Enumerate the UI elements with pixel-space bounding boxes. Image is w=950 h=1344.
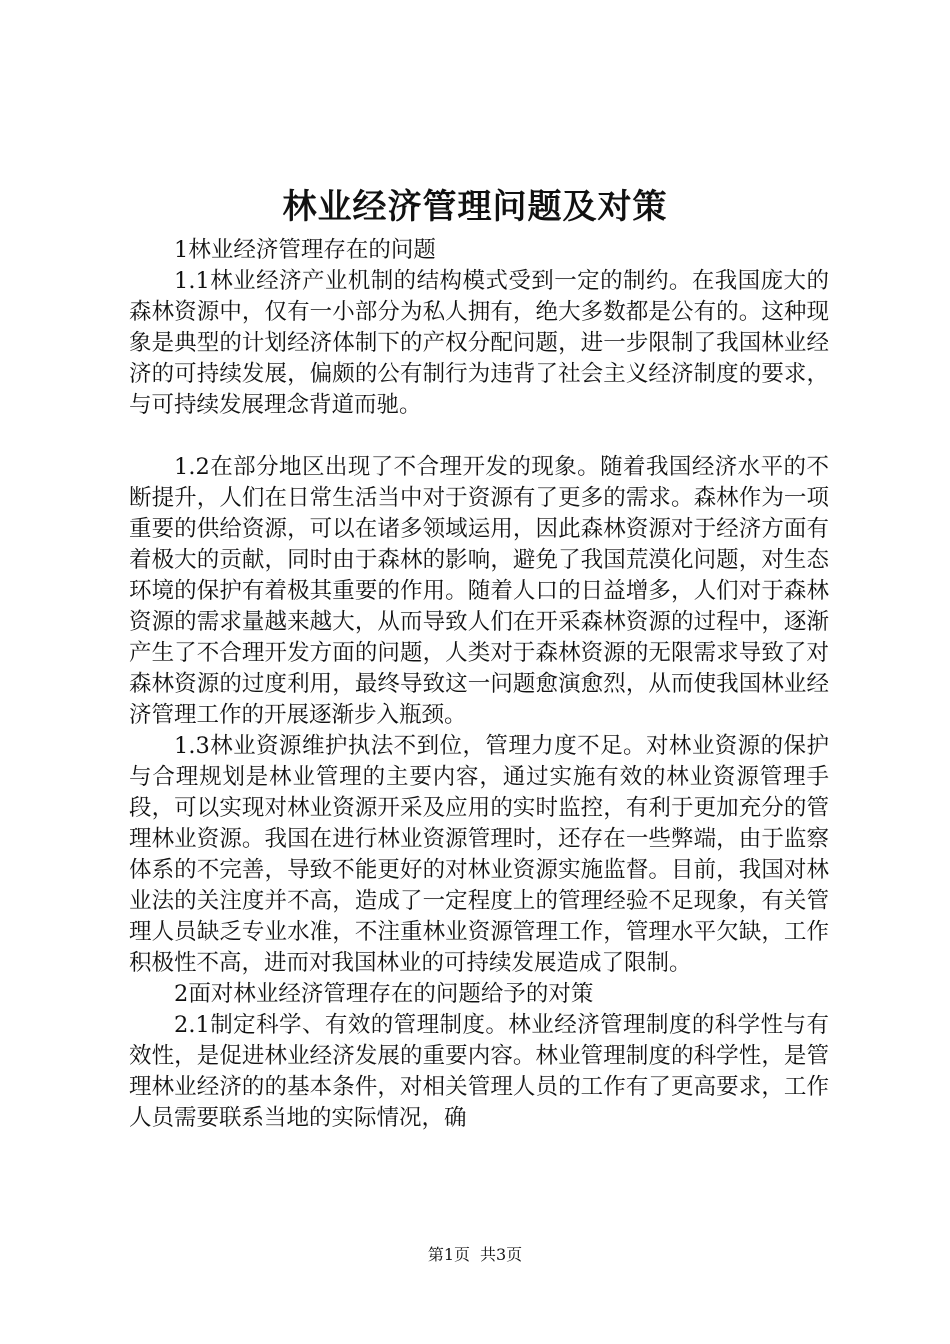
- paragraph-2-1: 2.1制定科学、有效的管理制度。林业经济管理制度的科学性与有效性，是促进林业经济发展的重要内容。林业管理制度的科学性，是管理林业经济的的基本条件，对相关管理人员的工作有了更高要求，工作人员需要联系当地的实际情况，确: [129, 1012, 829, 1131]
- paragraph-1-3: 1.3林业资源维护执法不到位，管理力度不足。对林业资源的保护与合理规划是林业管理的主要内容，通过实施有效的林业资源管理手段，可以实现对林业资源开采及应用的实时监控，有利于更加充分的管理林业资源。我国在进行林业资源管理时，还存在一些弊端，由于监察体系的不完善，导致不能更好的对林业资源实施监督。目前，我国对林业法的关注度并不高，造成了一定程度上的管理经验不足现象，有关管理人员缺乏专业水准，不注重林业资源管理工作，管理水平欠缺，工作积极性不高，进而对我国林业的可持续发展造成了限制。: [129, 733, 829, 976]
- section-heading-2: 2面对林业经济管理存在的问题给予的对策: [174, 981, 594, 1007]
- document-body: [129, 235, 829, 1134]
- page-total: 共3页: [480, 1245, 523, 1264]
- paragraph-1-2: 1.2在部分地区出现了不合理开发的现象。随着我国经济水平的不断提升，人们在日常生活当中对于资源有了更多的需求。森林作为一项重要的供给资源，可以在诸多领域运用，因此森林资源对于经济方面有着极大的贡献，同时由于森林的影响，避免了我国荒漠化问题，对生态环境的保护有着极其重要的作用。随着人口的日益增多，人们对于森林资源的需求量越来越大，从而导致人们在开采森林资源的过程中，逐渐产生了不合理开发方面的问题，人类对于森林资源的无限需求导致了对森林资源的过度利用，最终导致这一问题愈演愈烈，从而使我国林业经济管理工作的开展逐渐步入瓶颈。: [129, 454, 829, 728]
- paragraph-1-1: 1.1林业经济产业机制的结构模式受到一定的制约。在我国庞大的森林资源中，仅有一小部分为私人拥有，绝大多数都是公有的。这种现象是典型的计划经济体制下的产权分配问题，进一步限制了我国林业经济的可持续发展，偏颇的公有制行为违背了社会主义经济制度的要求，与可持续发展理念背道而驰。: [129, 268, 829, 418]
- page-footer: [0, 1244, 950, 1266]
- page-number: 第1页: [427, 1245, 470, 1264]
- document-title: 林业经济管理问题及对策: [282, 187, 668, 227]
- section-heading-1: 1林业经济管理存在的问题: [174, 237, 436, 263]
